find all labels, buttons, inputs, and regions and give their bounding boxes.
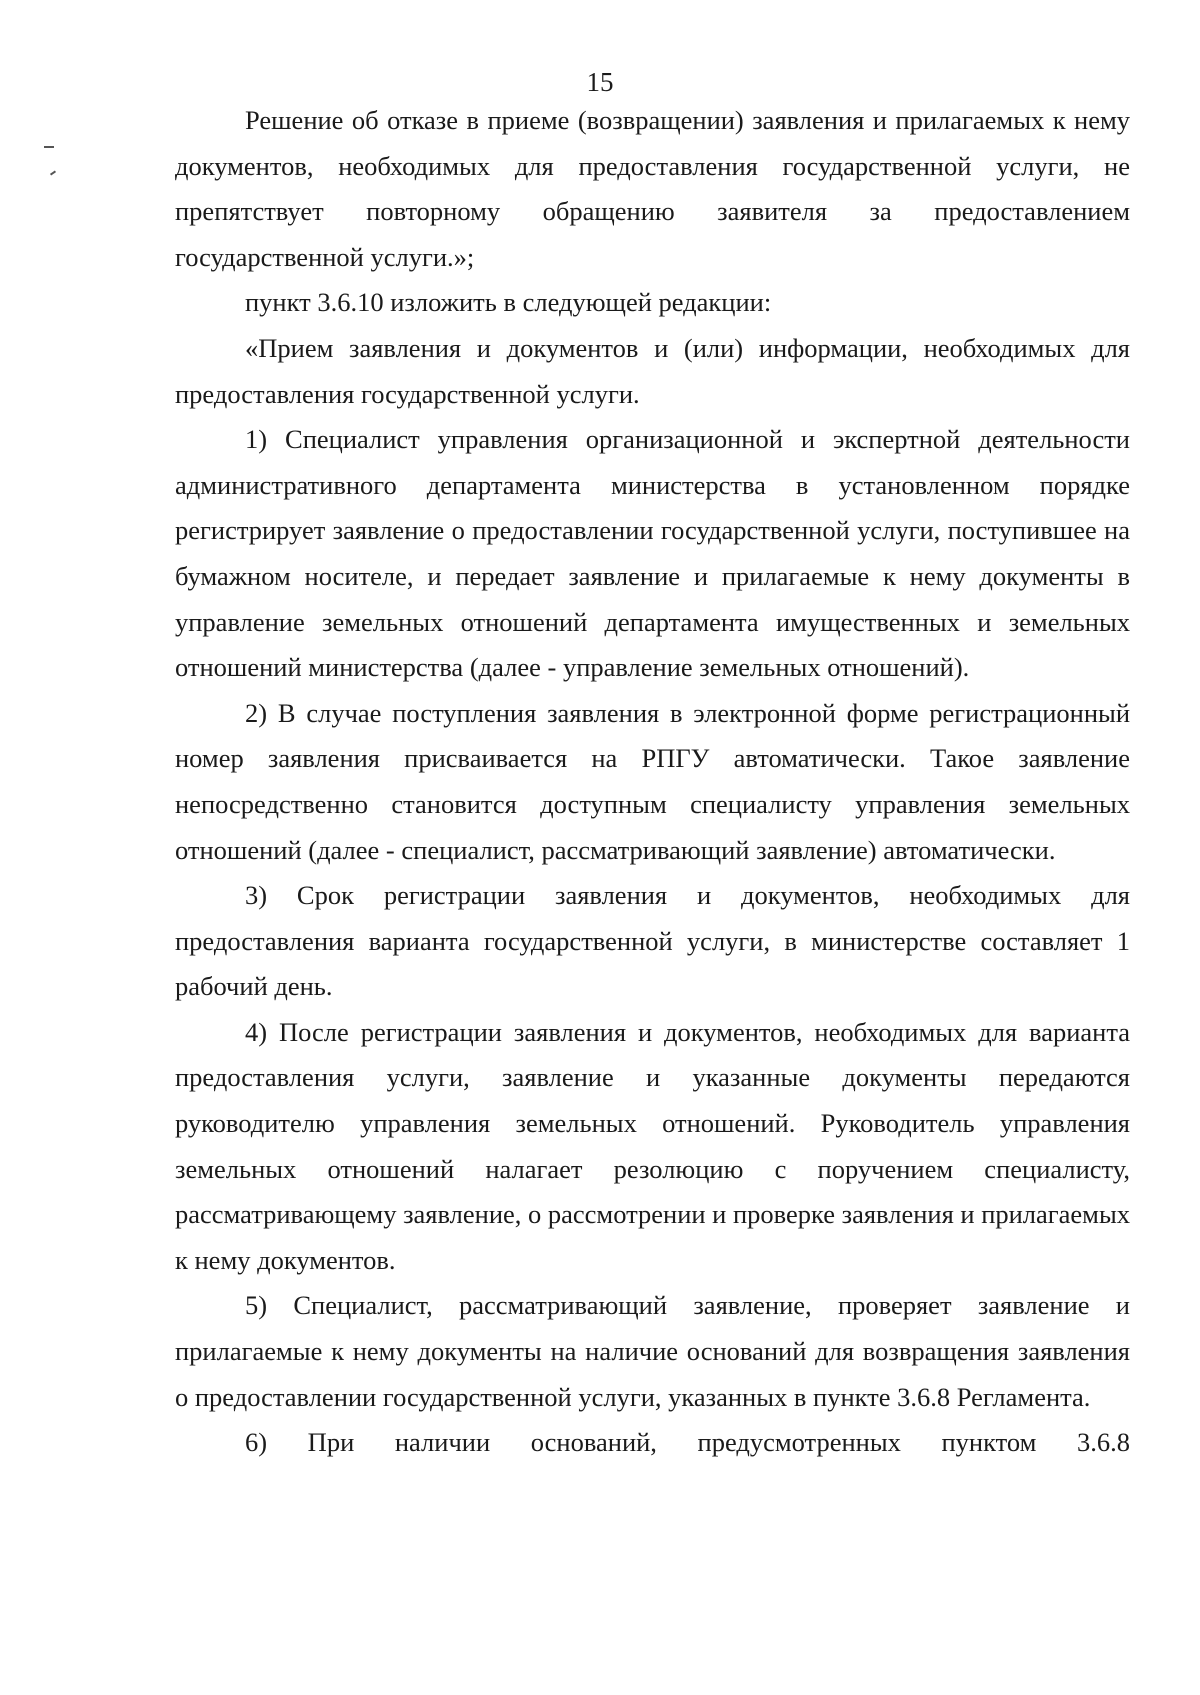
paragraph: 2) В случае поступления заявления в электронной форме регистрационный номер заявления присваивается на РПГУ автоматически. Такое заявление непосредственно становится доступным специалисту управления земельных отношений (далее - специалист, рассматривающий заявление) автоматически. — [175, 697, 1130, 865]
paragraph: Решение об отказе в приеме (возвращении) заявления и прилагаемых к нему документов, необходимых для предоставления государственной услуги, не препятствует повторному обращению заявителя за предоставлением государственной услуги.»; — [175, 105, 1130, 272]
page-number: 15 — [586, 67, 614, 97]
paragraph: 3) Срок регистрации заявления и документов, необходимых для предоставления варианта государственной услуги, в министерстве составляет 1 рабочий день. — [175, 880, 1130, 1002]
paragraph: пункт 3.6.10 изложить в следующей редакции: — [245, 287, 772, 318]
paragraph: 5) Специалист, рассматривающий заявление, проверяет заявление и прилагаемые к нему документы на наличие оснований для возвращения заявления о предоставлении государственной услуги, указанных в пункте 3.6.8 Регламента. — [175, 1290, 1130, 1412]
paragraph: 1) Специалист управления организационной и экспертной деятельности административного департамента министерства в установленном порядке регистрирует заявление о предоставлении государственной услуги, поступившее на бумажном носителе, и передает заявление и прилагаемые к нему документы в управление земельных отношений департамента имущественных и земельных отношений министерства (далее - управление земельных отношений). — [175, 424, 1130, 683]
paragraph: «Прием заявления и документов и (или) информации, необходимых для предоставления государственной услуги. — [175, 332, 1130, 409]
document-body — [175, 98, 1130, 1466]
margin-dash-mark — [44, 146, 54, 148]
margin-marks — [44, 146, 64, 186]
paragraph: 4) После регистрации заявления и документов, необходимых для варианта предоставления услуги, заявление и указанные документы передаются руководителю управления земельных отношений. Руководитель управления земельных отношений налагает резолюцию с поручением специалисту, рассматривающему заявление, о рассмотрении и проверке заявления и прилагаемых к нему документов. — [175, 1016, 1131, 1275]
paragraph: 6) При наличии оснований, предусмотренных пунктом 3.6.8 — [245, 1427, 1130, 1458]
margin-dash-mark — [50, 170, 56, 175]
